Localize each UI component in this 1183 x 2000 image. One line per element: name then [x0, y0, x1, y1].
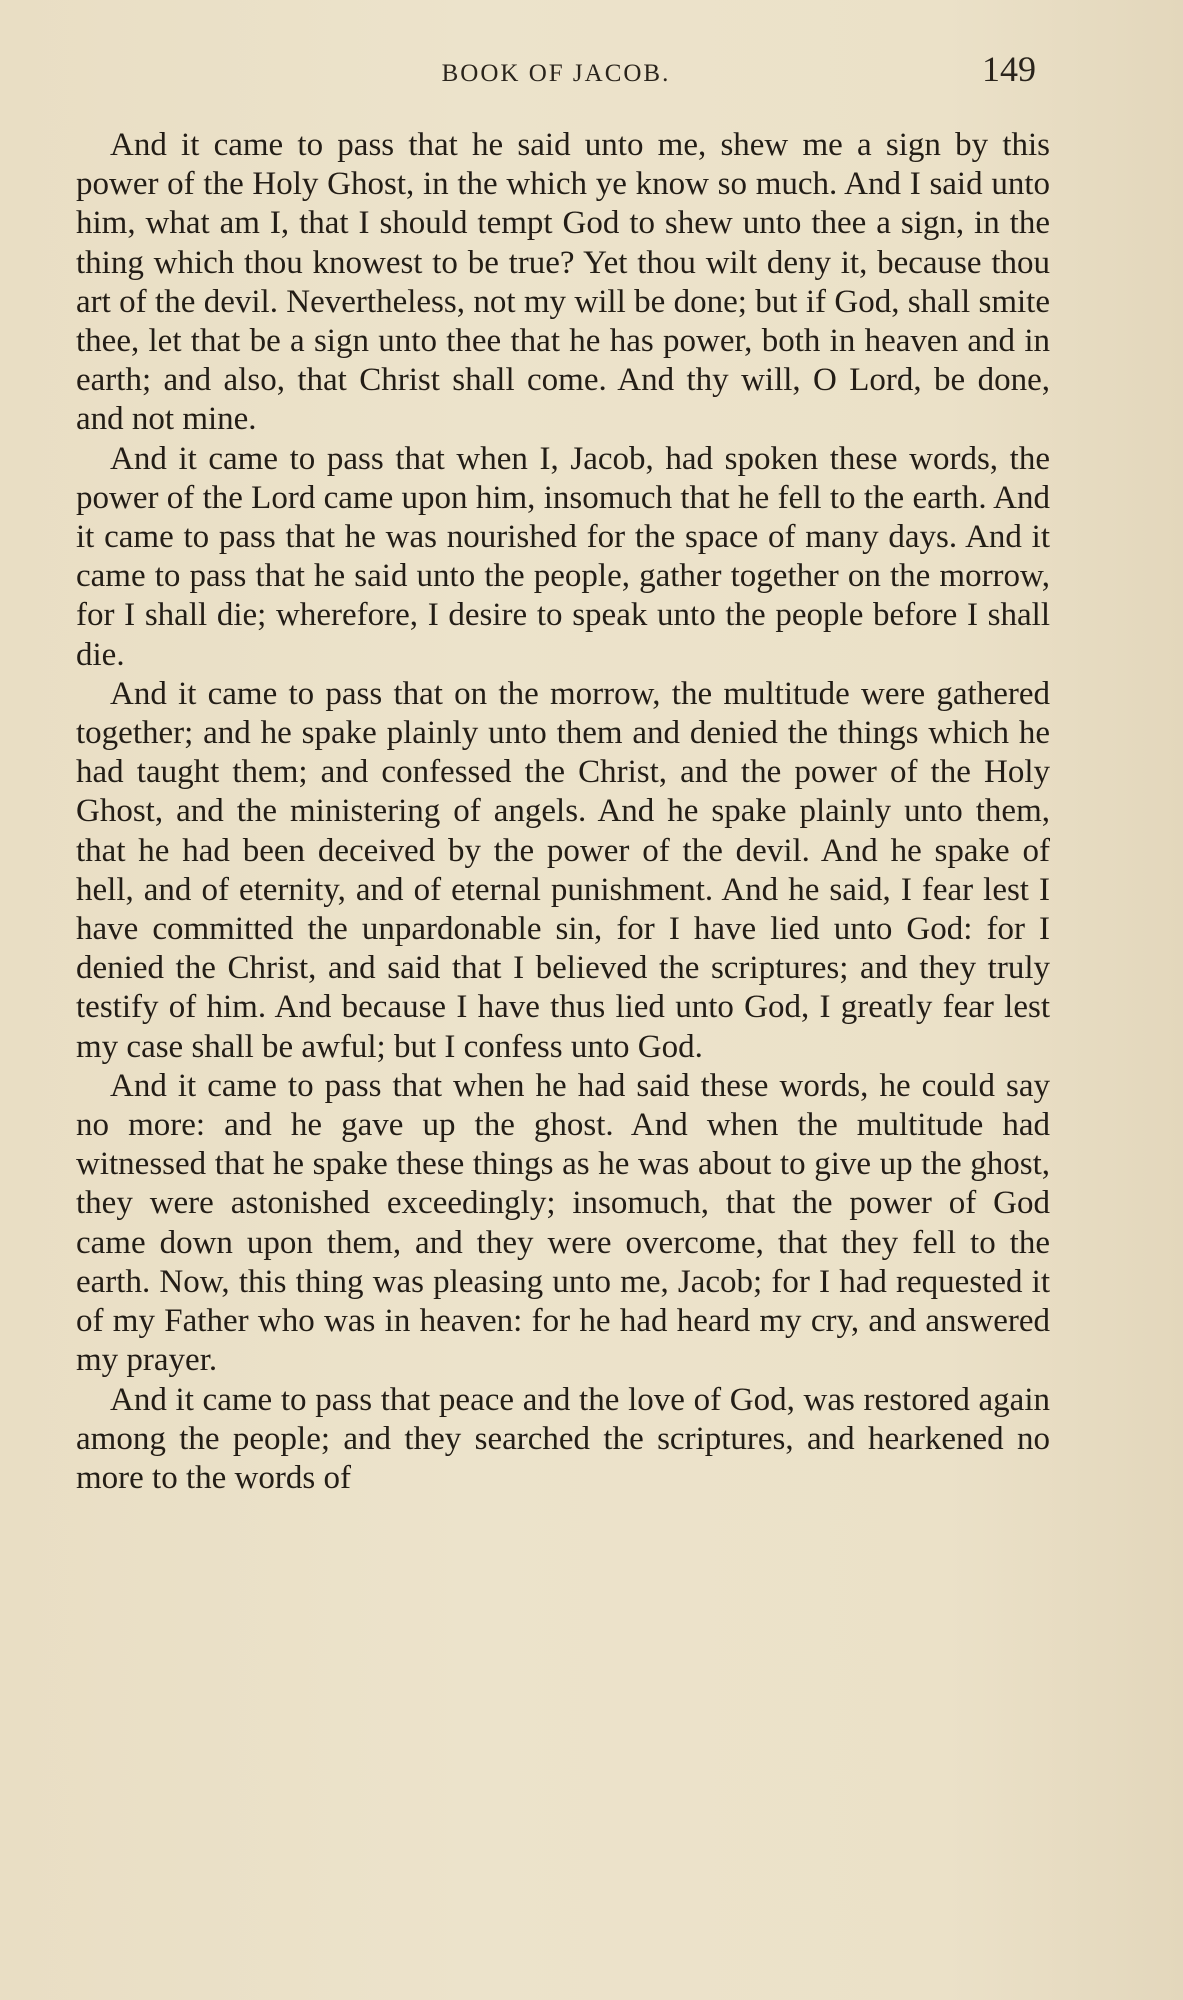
paragraph: And it came to pass that he said unto me, shew me a sign by this power of the Holy Ghost, in the which ye know so much. And I said unto him, what am I, that I should tempt God to shew unto thee a sign, in the thing which thou knowest to be true? Yet thou wilt deny it, because thou art of the devil. Nevertheless, not my will be done; but if God, shall smite thee, let that be a sign unto thee that he has power, both in heaven and in earth; and also, that Christ shall come. And thy will, O Lord, be done, and not mine. [76, 127, 1050, 438]
paragraph: And it came to pass that when I, Jacob, had spoken these words, the power of the Lord came upon him, insomuch that he fell to the earth. And it came to pass that he was nourished for the space of many days. And it came to pass that he said unto the people, gather together on the morrow, for I shall die; wherefore, I desire to speak unto the people before I shall die. [76, 440, 1050, 673]
page-number: 149 [982, 49, 1036, 89]
paragraph: And it came to pass that when he had said these words, he could say no more: and he gave up the ghost. And when the multitude had witnessed that he spake these things as he was about to give up the ghost, they were astonished exceedingly; insomuch, that the power of God came down upon them, and they were overcome, that they fell to the earth. Now, this thing was pleasing unto me, Jacob; for I had requested it of my Father who was in heaven: for he had heard my cry, and answered my prayer. [76, 1067, 1050, 1379]
text-body [76, 126, 1050, 1498]
running-head [76, 48, 1036, 108]
paragraph: And it came to pass that on the morrow, the multitude were gathered together; and he spake plainly unto them and denied the things which he had taught them; and confessed the Christ, and the power of the Holy Ghost, and the ministering of angels. And he spake plainly unto them, that he had been deceived by the power of the devil. And he spake of hell, and of eternity, and of eternal punishment. And he said, I fear lest I have committed the unpardonable sin, for I have lied unto God: for I denied the Christ, and said that I believed the scriptures; and they truly testify of him. And because I have thus lied unto God, I greatly fear lest my case shall be awful; but I confess unto God. [76, 675, 1050, 1065]
paragraph: And it came to pass that peace and the love of God, was restored again among the people; and they searched the scriptures, and hearkened no more to the words of [76, 1381, 1050, 1496]
running-title: BOOK OF JACOB. [441, 60, 671, 87]
